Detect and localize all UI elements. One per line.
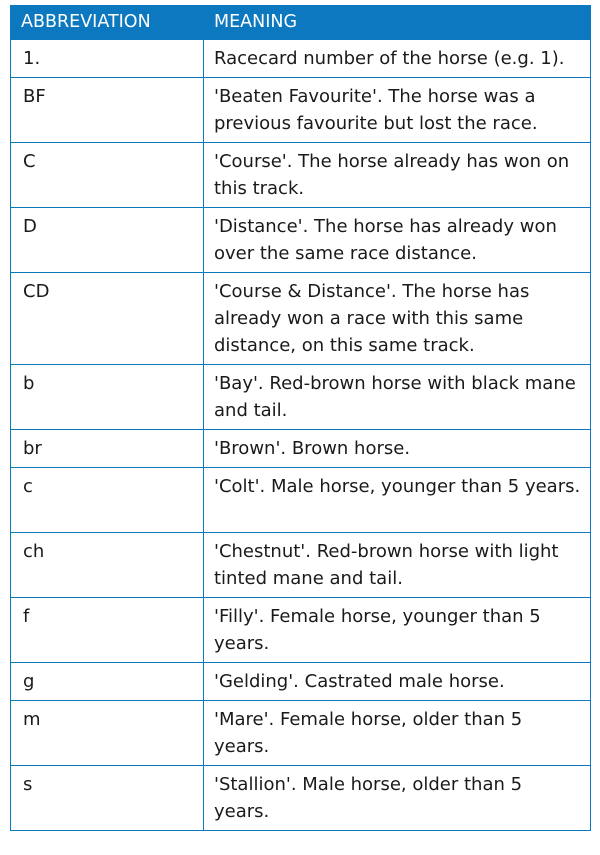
table-row <box>11 430 591 468</box>
abbreviation-table-container <box>10 5 590 831</box>
table-row <box>11 365 591 430</box>
header-abbreviation: ABBREVIATION <box>11 5 204 40</box>
abbreviation-cell: D <box>11 208 204 273</box>
meaning-cell: 'Brown'. Brown horse. <box>204 430 591 468</box>
abbreviation-cell: m <box>11 701 204 766</box>
meaning-cell: 'Bay'. Red-brown horse with black mane and tail. <box>204 365 591 430</box>
table-header-row <box>11 5 591 40</box>
abbreviation-cell: ch <box>11 533 204 598</box>
table-row <box>11 468 591 533</box>
meaning-cell: 'Beaten Favourite'. The horse was a previous favourite but lost the race. <box>204 78 591 143</box>
abbreviation-cell: BF <box>11 78 204 143</box>
table-row <box>11 533 591 598</box>
abbreviation-cell: CD <box>11 273 204 365</box>
table-row <box>11 598 591 663</box>
abbreviation-cell: 1. <box>11 40 204 78</box>
abbreviation-table <box>10 5 591 831</box>
table-row <box>11 208 591 273</box>
abbreviation-cell: br <box>11 430 204 468</box>
abbreviation-cell: c <box>11 468 204 533</box>
meaning-cell: 'Chestnut'. Red-brown horse with light tinted mane and tail. <box>204 533 591 598</box>
meaning-cell: 'Stallion'. Male horse, older than 5 years. <box>204 766 591 831</box>
meaning-cell: 'Colt'. Male horse, younger than 5 years. <box>204 468 591 533</box>
table-row <box>11 40 591 78</box>
table-row <box>11 143 591 208</box>
abbreviation-cell: C <box>11 143 204 208</box>
meaning-cell: 'Mare'. Female horse, older than 5 years. <box>204 701 591 766</box>
meaning-cell: 'Course & Distance'. The horse has already won a race with this same distance, on this same track. <box>204 273 591 365</box>
meaning-cell: 'Filly'. Female horse, younger than 5 years. <box>204 598 591 663</box>
table-row <box>11 78 591 143</box>
abbreviation-cell: f <box>11 598 204 663</box>
table-row <box>11 701 591 766</box>
table-row <box>11 273 591 365</box>
meaning-cell: 'Distance'. The horse has already won over the same race distance. <box>204 208 591 273</box>
table-row <box>11 663 591 701</box>
meaning-cell: 'Gelding'. Castrated male horse. <box>204 663 591 701</box>
meaning-cell: Racecard number of the horse (e.g. 1). <box>204 40 591 78</box>
meaning-cell: 'Course'. The horse already has won on this track. <box>204 143 591 208</box>
abbreviation-cell: g <box>11 663 204 701</box>
abbreviation-cell: b <box>11 365 204 430</box>
header-meaning: MEANING <box>204 5 591 40</box>
abbreviation-cell: s <box>11 766 204 831</box>
table-row <box>11 766 591 831</box>
